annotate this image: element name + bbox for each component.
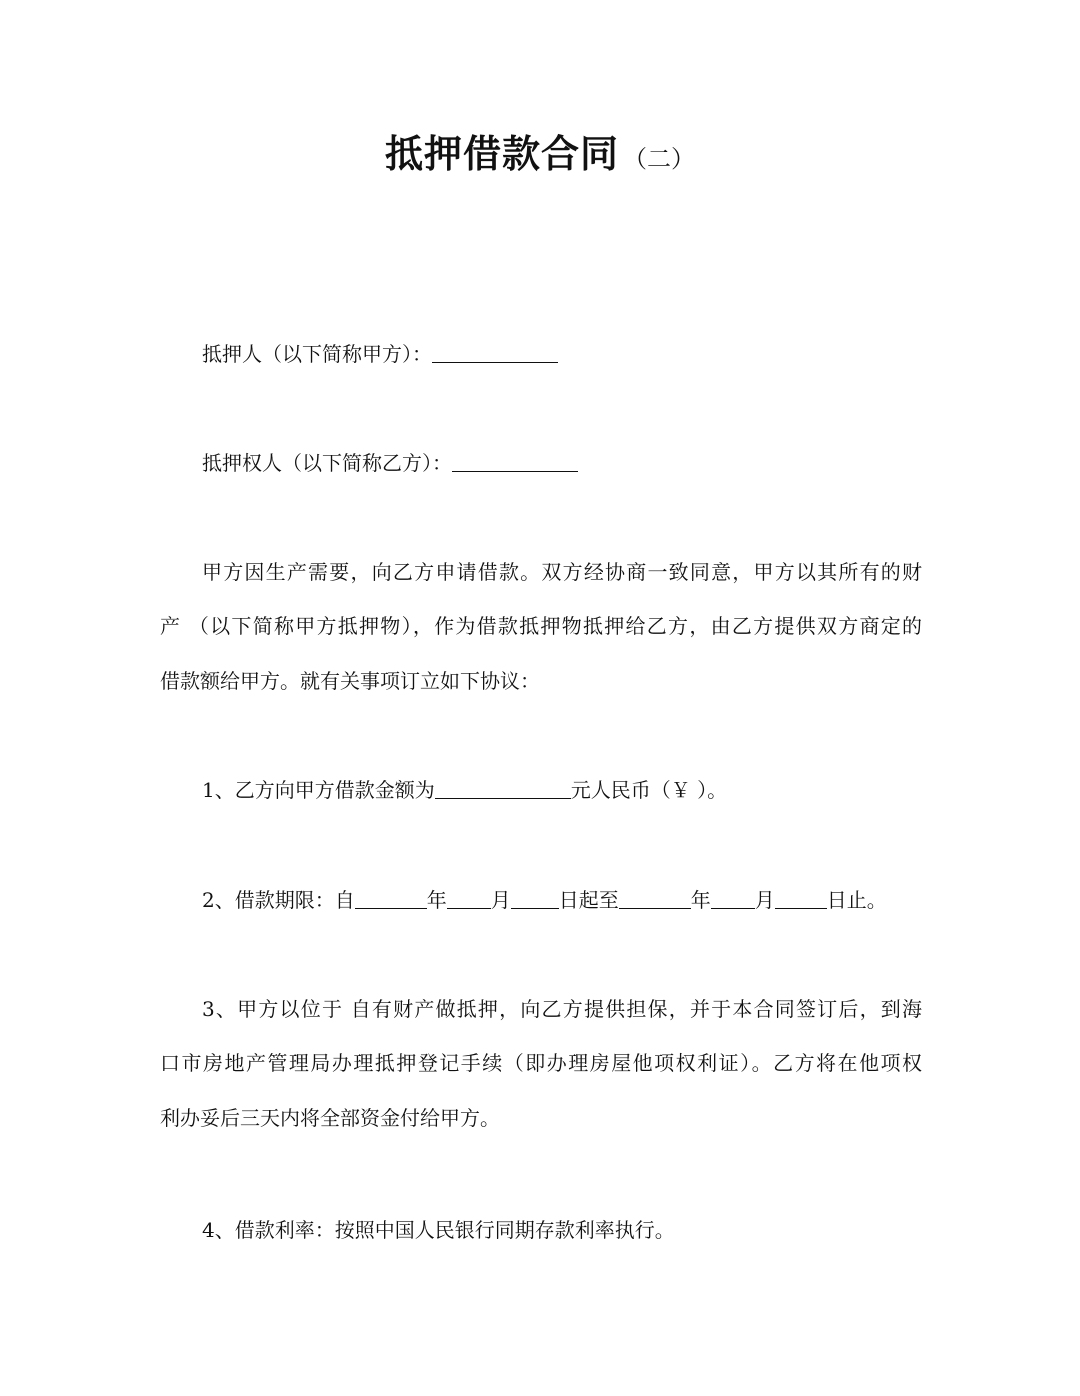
clause-1-suffix: 元人民币（￥ ）。 [570, 778, 728, 802]
clause-3-line-3: 利办妥后三天内将全部资金付给甲方。 [160, 1106, 500, 1130]
intro-line-2: 产 （以下简称甲方抵押物），作为借款抵押物抵押给乙方，由乙方提供双方商定的 [160, 614, 922, 638]
clause-3-line-2: 口市房地产管理局办理抵押登记手续（即办理房屋他项权利证）。乙方将在他项权 [160, 1051, 922, 1075]
end-month-label: 月 [754, 888, 775, 912]
start-day-blank [511, 886, 559, 909]
start-day-label: 日起至 [558, 888, 619, 912]
start-year-label: 年 [426, 888, 447, 912]
end-year-blank [619, 886, 691, 909]
start-month-blank [447, 886, 491, 909]
mortgagee-blank [452, 449, 578, 472]
mortgagor-label: 抵押人（以下简称甲方）： [202, 342, 432, 366]
end-month-blank [711, 886, 755, 909]
end-day-label: 日止。 [826, 888, 887, 912]
mortgagor-line [202, 340, 558, 368]
mortgagee-label: 抵押权人（以下简称乙方）： [202, 451, 452, 475]
clause-1 [202, 776, 727, 804]
clause-3-line-1: 3、甲方以位于 自有财产做抵押，向乙方提供担保，并于本合同签订后，到海 [202, 997, 922, 1021]
clause-1-prefix: 1、乙方向甲方借款金额为 [202, 778, 435, 802]
document-title [0, 128, 1080, 188]
clause-4: 4、借款利率：按照中国人民银行同期存款利率执行。 [202, 1218, 675, 1242]
start-month-label: 月 [490, 888, 511, 912]
end-year-label: 年 [690, 888, 711, 912]
intro-line-3: 借款额给甲方。就有关事项订立如下协议： [160, 669, 540, 693]
start-year-blank [355, 886, 427, 909]
title-main: 抵押借款合同 [384, 132, 619, 176]
mortgagor-blank [432, 340, 558, 363]
amount-blank [435, 776, 571, 799]
mortgagee-line [202, 449, 578, 477]
end-day-blank [775, 886, 827, 909]
intro-line-1: 甲方因生产需要，向乙方申请借款。双方经协商一致同意，甲方以其所有的财 [202, 560, 922, 584]
title-sub: （二） [623, 145, 695, 173]
clause-2-prefix: 2、借款期限：自 [202, 888, 355, 912]
clause-2 [202, 886, 887, 914]
